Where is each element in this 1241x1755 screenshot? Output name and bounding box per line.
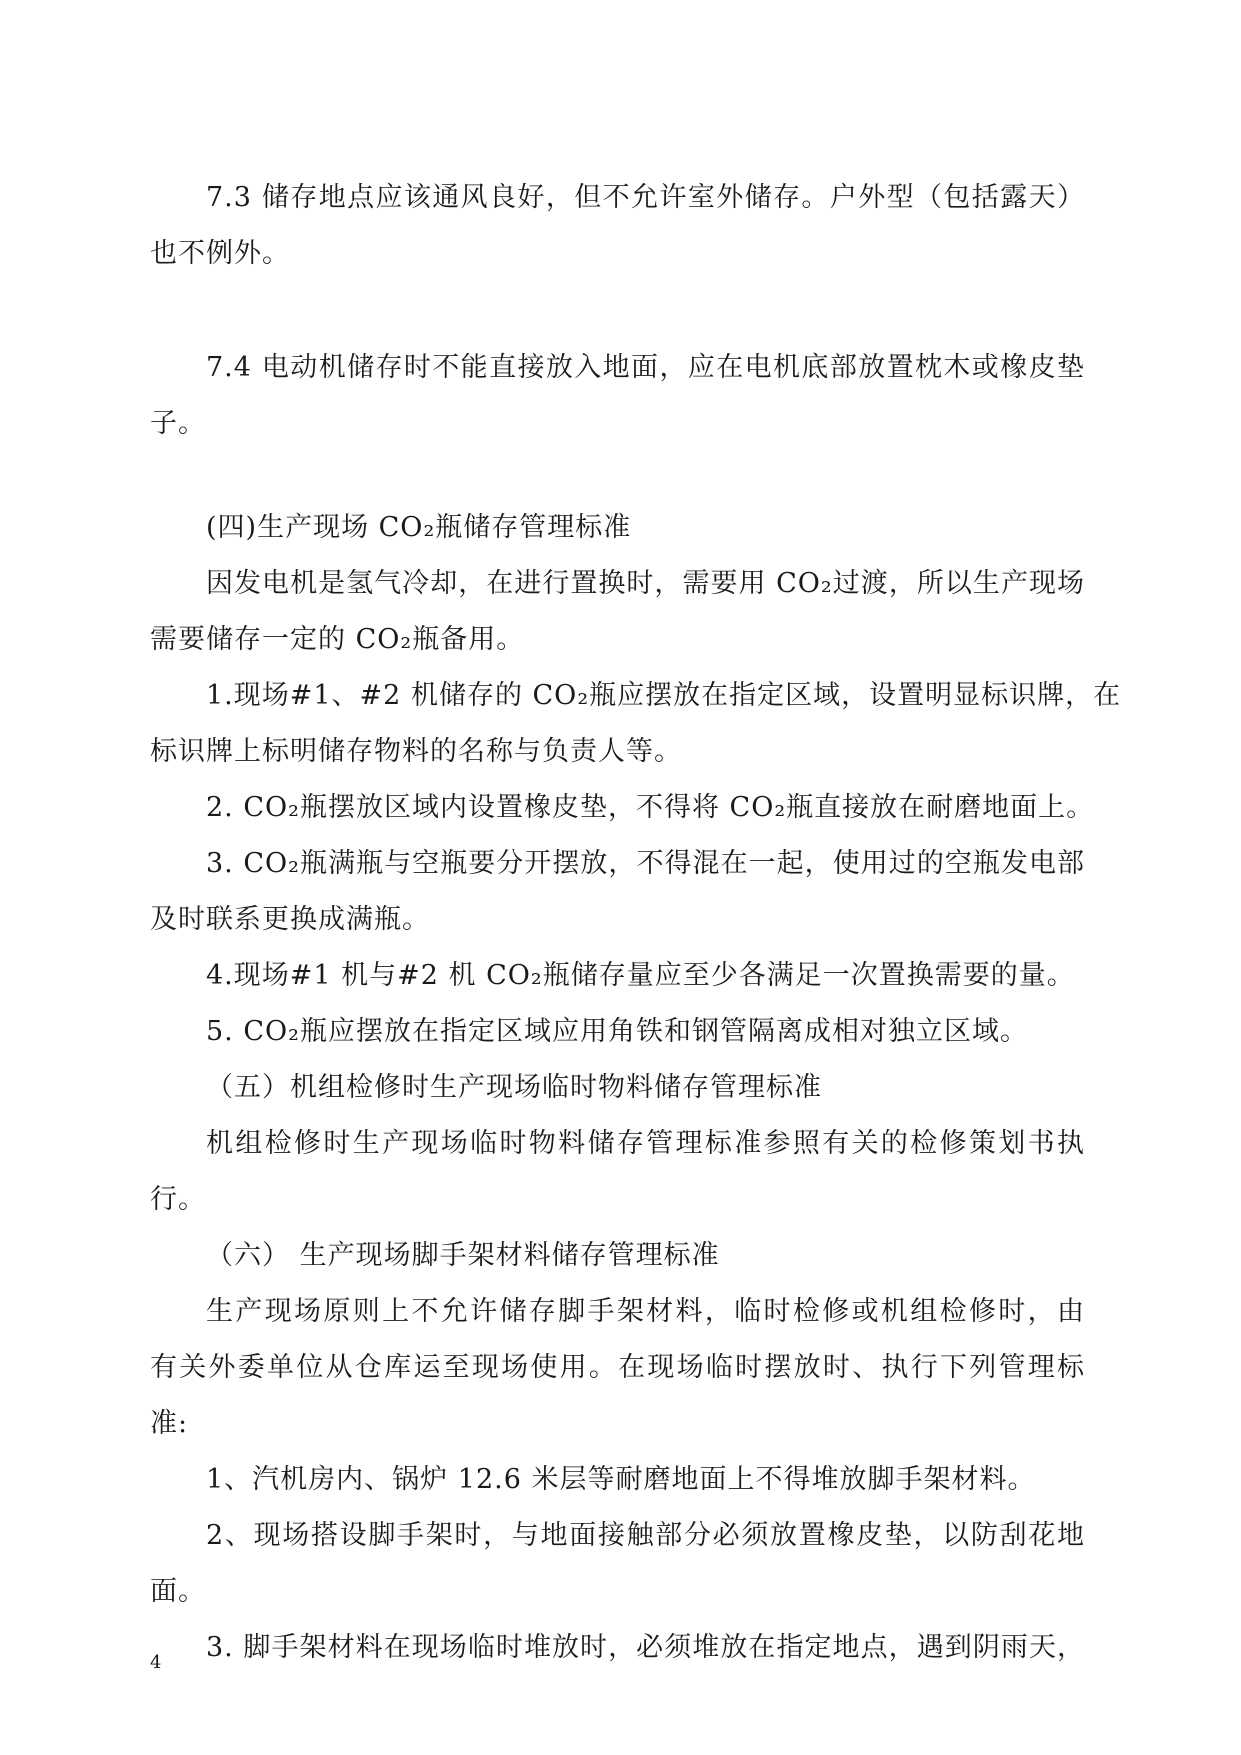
paragraph-4-5 xyxy=(150,1004,1085,1060)
section-heading-5 xyxy=(150,1060,1085,1116)
paragraph-4-2 xyxy=(150,780,1095,836)
section-heading: （五）机组检修时生产现场临时物料储存管理标准 xyxy=(206,1072,822,1103)
text-line: 机组检修时生产现场临时物料储存管理标准参照有关的检修策划书执 xyxy=(206,1128,1085,1159)
text-line: 2. CO₂瓶摆放区域内设置橡皮垫，不得将 CO₂瓶直接放在耐磨地面上。 xyxy=(206,792,1095,823)
text-line: 2、现场搭设脚手架时，与地面接触部分必须放置橡皮垫，以防刮花地 xyxy=(206,1520,1085,1551)
paragraph-4-3 xyxy=(150,836,1085,948)
paragraph-7-3 xyxy=(150,170,1085,282)
section-heading-6 xyxy=(150,1228,1085,1284)
paragraph-4-1 xyxy=(150,668,1122,780)
document-body xyxy=(150,170,1122,1676)
text-line: 3. CO₂瓶满瓶与空瓶要分开摆放，不得混在一起，使用过的空瓶发电部 xyxy=(206,848,1085,879)
text-line: 及时联系更换成满瓶。 xyxy=(150,904,430,935)
paragraph-4-intro xyxy=(150,556,1085,668)
text-line: 因发电机是氢气冷却，在进行置换时，需要用 CO₂过渡，所以生产现场 xyxy=(206,568,1085,599)
paragraph-6-3 xyxy=(150,1620,1085,1676)
paragraph-5 xyxy=(150,1116,1085,1228)
paragraph-7-4 xyxy=(150,340,1085,452)
section-heading-4 xyxy=(150,500,1085,556)
text-line: 需要储存一定的 CO₂瓶备用。 xyxy=(150,624,525,655)
paragraph-6-intro xyxy=(150,1284,1085,1452)
text-line: 4.现场#1 机与#2 机 CO₂瓶储存量应至少各满足一次置换需要的量。 xyxy=(206,960,1075,991)
text-line: 5. CO₂瓶应摆放在指定区域应用角铁和钢管隔离成相对独立区域。 xyxy=(206,1016,1028,1047)
paragraph-6-1 xyxy=(150,1452,1085,1508)
page-number: 4 xyxy=(150,1652,162,1673)
text-line: 也不例外。 xyxy=(150,238,290,269)
text-line: 1、汽机房内、锅炉 12.6 米层等耐磨地面上不得堆放脚手架材料。 xyxy=(206,1464,1036,1495)
text-line: 7.3 储存地点应该通风良好，但不允许室外储存。户外型（包括露天） xyxy=(206,182,1085,213)
text-line: 生产现场原则上不允许储存脚手架材料，临时检修或机组检修时，由 xyxy=(206,1296,1085,1327)
text-line: 行。 xyxy=(150,1184,206,1215)
text-line: 面。 xyxy=(150,1576,206,1607)
text-line: 7.4 电动机储存时不能直接放入地面，应在电机底部放置枕木或橡皮垫 xyxy=(206,352,1085,383)
text-line: 标识牌上标明储存物料的名称与负责人等。 xyxy=(150,736,682,767)
text-line: 准: xyxy=(150,1408,189,1439)
section-heading: （六） 生产现场脚手架材料储存管理标准 xyxy=(206,1240,720,1271)
paragraph-4-4 xyxy=(150,948,1085,1004)
text-line: 子。 xyxy=(150,408,206,439)
text-line: 有关外委单位从仓库运至现场使用。在现场临时摆放时、执行下列管理标 xyxy=(150,1352,1085,1383)
paragraph-6-2 xyxy=(150,1508,1085,1620)
section-heading: (四)生产现场 CO₂瓶储存管理标准 xyxy=(206,512,632,543)
text-line: 1.现场#1、#2 机储存的 CO₂瓶应摆放在指定区域，设置明显标识牌，在 xyxy=(206,680,1122,711)
text-line: 3. 脚手架材料在现场临时堆放时，必须堆放在指定地点，遇到阴雨天， xyxy=(206,1632,1085,1663)
